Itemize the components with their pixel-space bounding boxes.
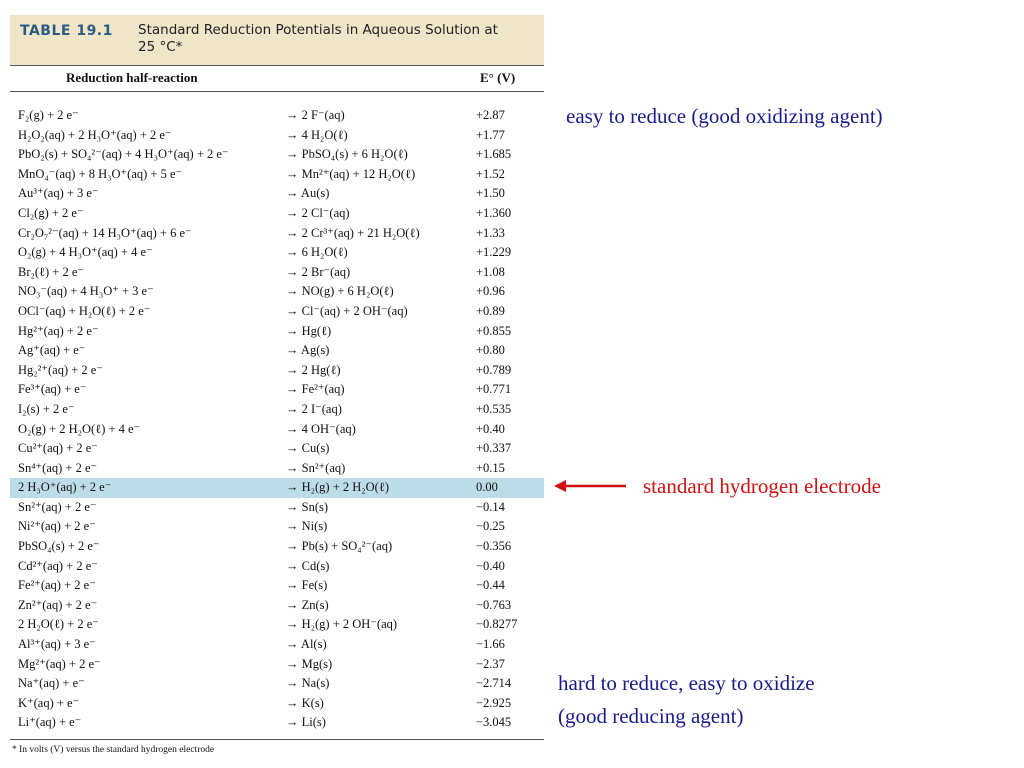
half-reaction-products: → 6 H₂O(ℓ) — [286, 245, 348, 260]
reduction-potential-value: +0.80 — [476, 343, 505, 358]
left-arrow-icon — [552, 477, 630, 495]
reduction-potential-value: −1.66 — [476, 637, 505, 652]
half-reaction-reactants: OCl⁻(aq) + H₂O(ℓ) + 2 e⁻ — [18, 303, 151, 318]
half-reaction-products: → Al(s) — [286, 637, 327, 652]
half-reaction-products: → 2 Br⁻(aq) — [286, 264, 351, 279]
half-reaction-products: → H₂(g) + 2 OH⁻(aq) — [286, 617, 398, 632]
table-row — [10, 380, 544, 400]
reduction-potentials-table — [10, 15, 544, 755]
half-reaction-reactants: Zn²⁺(aq) + 2 e⁻ — [18, 597, 98, 612]
half-reaction-reactants: Hg²⁺(aq) + 2 e⁻ — [18, 323, 99, 338]
half-reaction-products: → PbSO₄(s) + 6 H₂O(ℓ) — [286, 147, 408, 162]
reduction-potential-value: +1.229 — [476, 245, 512, 260]
half-reaction-products: → Li(s) — [286, 715, 326, 730]
table-row — [10, 439, 544, 459]
reduction-potential-value: +1.360 — [476, 205, 512, 220]
half-reaction-products: → Mg(s) — [286, 656, 333, 671]
half-reaction-products: → 2 I⁻(aq) — [286, 401, 342, 416]
column-header-potential: E° (V) — [480, 70, 516, 85]
half-reaction-products: → K(s) — [286, 695, 324, 710]
table-row — [10, 204, 544, 224]
table-body — [10, 92, 544, 733]
reduction-potential-value: +0.337 — [476, 441, 512, 456]
reduction-potential-value: −0.763 — [476, 597, 512, 612]
half-reaction-products: → Mn²⁺(aq) + 12 H₂O(ℓ) — [286, 166, 416, 181]
annotation-reducing-agent-line2: (good reducing agent) — [558, 704, 744, 728]
half-reaction-reactants: F₂(g) + 2 e⁻ — [18, 108, 79, 122]
table-row — [10, 263, 544, 283]
table-row — [10, 655, 544, 675]
half-reaction-reactants: PbSO₄(s) + 2 e⁻ — [18, 539, 100, 554]
table-row — [10, 635, 544, 655]
column-headers — [10, 65, 544, 92]
half-reaction-reactants: Li⁺(aq) + e⁻ — [18, 715, 82, 730]
half-reaction-reactants: Cd²⁺(aq) + 2 e⁻ — [18, 558, 98, 573]
reduction-potential-value: +0.89 — [476, 303, 505, 318]
half-reaction-products: → Cu(s) — [286, 441, 330, 456]
half-reaction-reactants: Sn⁴⁺(aq) + 2 e⁻ — [18, 460, 98, 475]
reduction-potential-value: −0.14 — [476, 499, 505, 514]
table-row — [10, 498, 544, 518]
table-row — [10, 243, 544, 263]
table-row — [10, 713, 544, 733]
table-row — [10, 576, 544, 596]
table-row — [10, 361, 544, 381]
annotation-reducing-agent-line1: hard to reduce, easy to oxidize — [558, 671, 815, 695]
half-reaction-products: → Pb(s) + SO₄²⁻(aq) — [286, 539, 393, 554]
half-reaction-reactants: Hg₂²⁺(aq) + 2 e⁻ — [18, 362, 103, 377]
table-row — [10, 459, 544, 479]
half-reaction-products: → H₂(g) + 2 H₂O(ℓ) — [286, 480, 389, 495]
half-reaction-reactants: Na⁺(aq) + e⁻ — [18, 676, 85, 691]
table-row — [10, 557, 544, 577]
reduction-potential-value: +1.685 — [476, 147, 512, 162]
table-row — [10, 322, 544, 342]
table-row — [10, 165, 544, 185]
half-reaction-reactants: Mg²⁺(aq) + 2 e⁻ — [18, 656, 101, 671]
half-reaction-reactants: Cu²⁺(aq) + 2 e⁻ — [18, 441, 98, 456]
reduction-potential-value: +1.33 — [476, 225, 505, 240]
reduction-potential-value: +2.87 — [476, 108, 505, 122]
reduction-potential-value: 0.00 — [476, 480, 498, 495]
half-reaction-products: → 2 F⁻(aq) — [286, 108, 345, 122]
half-reaction-reactants: Br₂(ℓ) + 2 e⁻ — [18, 264, 84, 279]
table-row — [10, 126, 544, 146]
reduction-potential-value: −0.356 — [476, 539, 512, 554]
half-reaction-reactants: K⁺(aq) + e⁻ — [18, 695, 80, 710]
half-reaction-reactants: O₂(g) + 2 H₂O(ℓ) + 4 e⁻ — [18, 421, 141, 436]
half-reaction-products: → 2 Cr³⁺(aq) + 21 H₂O(ℓ) — [286, 225, 420, 240]
half-reaction-products: → Na(s) — [286, 676, 330, 691]
annotation-reducing-agent — [558, 667, 815, 733]
half-reaction-reactants: Fe³⁺(aq) + e⁻ — [18, 382, 87, 397]
table-row-highlighted — [10, 478, 544, 498]
half-reaction-reactants: Ag⁺(aq) + e⁻ — [18, 343, 86, 358]
half-reaction-reactants: H₂O₂(aq) + 2 H₃O⁺(aq) + 2 e⁻ — [18, 127, 172, 142]
table-row — [10, 184, 544, 204]
reduction-potential-value: −0.8277 — [476, 617, 518, 632]
half-reaction-reactants: Fe²⁺(aq) + 2 e⁻ — [18, 578, 96, 593]
table-header-band — [10, 15, 544, 65]
reduction-potential-value: −0.44 — [476, 578, 505, 593]
reduction-potential-value: −2.925 — [476, 695, 512, 710]
table-row — [10, 224, 544, 244]
reduction-potential-value: +0.771 — [476, 382, 512, 397]
half-reaction-products: → Fe(s) — [286, 578, 328, 593]
half-reaction-reactants: NO₃⁻(aq) + 4 H₃O⁺ + 3 e⁻ — [18, 284, 154, 299]
reduction-potential-value: −0.25 — [476, 519, 505, 534]
half-reaction-reactants: MnO₄⁻(aq) + 8 H₃O⁺(aq) + 5 e⁻ — [18, 166, 183, 181]
half-reaction-products: → Ag(s) — [286, 343, 330, 358]
half-reaction-products: → Fe²⁺(aq) — [286, 382, 345, 397]
annotation-standard-hydrogen-electrode: standard hydrogen electrode — [643, 474, 881, 498]
half-reaction-reactants: Sn²⁺(aq) + 2 e⁻ — [18, 499, 97, 514]
reduction-potential-value: +0.855 — [476, 323, 512, 338]
table-row — [10, 674, 544, 694]
half-reaction-reactants: I₂(s) + 2 e⁻ — [18, 401, 75, 416]
half-reaction-products: → 2 Hg(ℓ) — [286, 362, 341, 377]
table-row — [10, 517, 544, 537]
half-reaction-products: → Ni(s) — [286, 519, 328, 534]
half-reaction-products: → NO(g) + 6 H₂O(ℓ) — [286, 284, 394, 299]
table-row — [10, 400, 544, 420]
table-row — [10, 282, 544, 302]
reduction-potential-value: −0.40 — [476, 558, 505, 573]
half-reaction-products: → Sn(s) — [286, 499, 329, 514]
half-reaction-products: → Au(s) — [286, 186, 330, 201]
reduction-potential-value: +0.535 — [476, 401, 512, 416]
reduction-potential-value: −2.714 — [476, 676, 512, 691]
reduction-potential-value: +0.96 — [476, 284, 505, 299]
half-reaction-reactants: 2 H₃O⁺(aq) + 2 e⁻ — [18, 480, 112, 495]
column-header-reaction: Reduction half-reaction — [66, 70, 198, 85]
table-row — [10, 145, 544, 165]
half-reaction-reactants: PbO₂(s) + SO₄²⁻(aq) + 4 H₃O⁺(aq) + 2 e⁻ — [18, 147, 229, 162]
reduction-potential-value: −2.37 — [476, 656, 505, 671]
table-row — [10, 694, 544, 714]
reduction-potential-value: +0.40 — [476, 421, 505, 436]
reduction-potential-value: +0.15 — [476, 460, 505, 475]
half-reaction-reactants: Cl₂(g) + 2 e⁻ — [18, 205, 84, 220]
reduction-potential-value: +1.52 — [476, 166, 505, 181]
table-row — [10, 106, 544, 126]
table-footnote: * In volts (V) versus the standard hydrogen electrode — [10, 739, 544, 755]
table-row — [10, 615, 544, 635]
table-row — [10, 420, 544, 440]
reduction-potential-value: +1.50 — [476, 186, 505, 201]
half-reaction-reactants: 2 H₂O(ℓ) + 2 e⁻ — [18, 617, 99, 632]
table-tag: TABLE 19.1 — [20, 23, 113, 39]
table-row — [10, 341, 544, 361]
half-reaction-products: → Sn²⁺(aq) — [286, 460, 346, 475]
table-row — [10, 302, 544, 322]
half-reaction-reactants: Au³⁺(aq) + 3 e⁻ — [18, 186, 99, 201]
half-reaction-products: → Hg(ℓ) — [286, 323, 332, 338]
half-reaction-products: → Cl⁻(aq) + 2 OH⁻(aq) — [286, 303, 408, 318]
reduction-potential-value: +1.08 — [476, 264, 505, 279]
half-reaction-products: → Zn(s) — [286, 597, 329, 612]
table-row — [10, 537, 544, 557]
half-reaction-reactants: O₂(g) + 4 H₃O⁺(aq) + 4 e⁻ — [18, 245, 153, 260]
table-row — [10, 596, 544, 616]
annotation-oxidizing-agent: easy to reduce (good oxidizing agent) — [566, 104, 883, 128]
half-reaction-products: → Cd(s) — [286, 558, 330, 573]
half-reaction-products: → 4 OH⁻(aq) — [286, 421, 356, 436]
half-reaction-reactants: Cr₂O₇²⁻(aq) + 14 H₃O⁺(aq) + 6 e⁻ — [18, 225, 192, 240]
half-reaction-reactants: Ni²⁺(aq) + 2 e⁻ — [18, 519, 96, 534]
reduction-potential-value: +0.789 — [476, 362, 512, 377]
half-reaction-products: → 2 Cl⁻(aq) — [286, 205, 350, 220]
half-reaction-reactants: Al³⁺(aq) + 3 e⁻ — [18, 637, 96, 652]
reduction-potential-value: −3.045 — [476, 715, 512, 730]
half-reaction-products: → 4 H₂O(ℓ) — [286, 127, 348, 142]
table-title: Standard Reduction Potentials in Aqueous Solution at 25 °C* — [138, 22, 498, 55]
reduction-potential-value: +1.77 — [476, 127, 505, 142]
